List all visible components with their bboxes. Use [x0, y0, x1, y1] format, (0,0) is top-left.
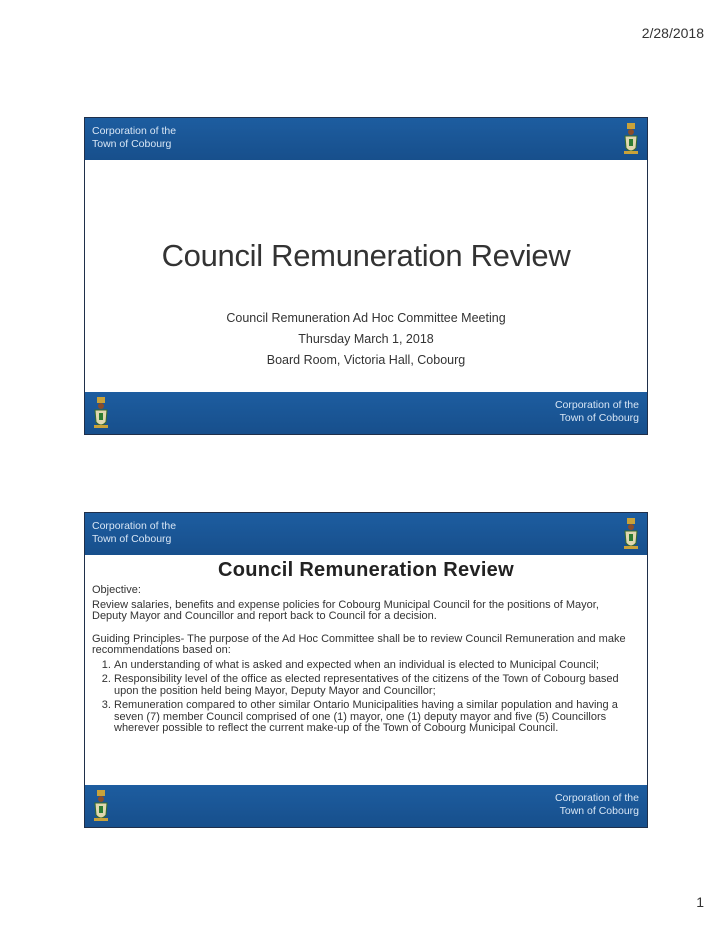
document-date: 2/28/2018: [641, 25, 704, 41]
town-crest-icon: [93, 396, 109, 430]
slide-title: Council Remuneration Review: [218, 559, 514, 581]
slide-title: Council Remuneration Review: [161, 238, 571, 273]
list-item: 3. Remuneration compared to other similar Ontario Municipalities having a similar population and having a seven (7) member Council comprised of one (1) mayor, one (1) deputy mayor and five (5) Councillors wherever possible to reflect the current make-up of the Town of Cobourg Municipal Council.: [114, 700, 633, 735]
objective-slide: [84, 512, 648, 828]
slide-header-band: [85, 118, 647, 160]
slide-body: [92, 585, 633, 738]
objective-label: Objective:: [92, 584, 141, 596]
objective-text: Review salaries, benefits and expense policies for Cobourg Municipal Council for the positions of Mayor, Deputy Mayor and Councillor and report back to Council for a decision.: [92, 598, 599, 622]
list-item: 2. Responsibility level of the office as elected representatives of the citizens of the Town of Cobourg based upon the position held being Mayor, Deputy Mayor and Councillor;: [114, 674, 633, 697]
slide-subtitle: Council Remuneration Ad Hoc Committee Meeting Thursday March 1, 2018 Board Room, Victoria Hall, Cobourg: [226, 311, 506, 367]
town-crest-icon: [623, 517, 639, 551]
town-crest-icon: [623, 122, 639, 156]
town-crest-icon: [93, 789, 109, 823]
guiding-principles-text: Guiding Principles- The purpose of the Ad Hoc Committee shall be to review Council Remuneration and make recommendations based on:: [92, 632, 626, 656]
page-number: 1: [696, 894, 704, 910]
list-item: 1. An understanding of what is asked and expected when an individual is elected to Municipal Council;: [114, 660, 633, 672]
org-name: Corporation of the Town of Cobourg: [92, 520, 177, 545]
org-name: Corporation of the Town of Cobourg: [554, 399, 639, 424]
slide-footer-band: [85, 785, 647, 827]
org-name: Corporation of the Town of Cobourg: [92, 125, 177, 150]
slide-header-band: [85, 513, 647, 555]
principles-list: [92, 660, 633, 735]
org-name: Corporation of the Town of Cobourg: [554, 792, 639, 817]
title-slide: [84, 117, 648, 435]
slide-footer-band: [85, 392, 647, 434]
